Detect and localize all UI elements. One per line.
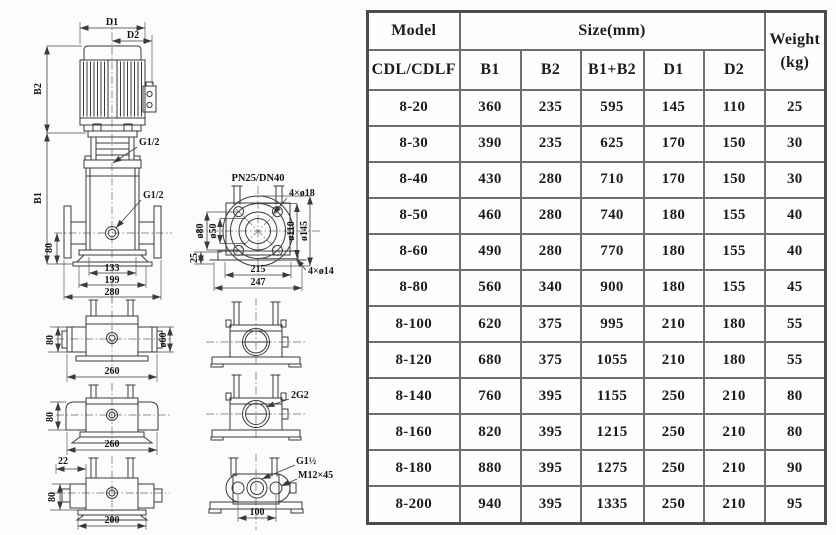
bolt-holes-top-label: 4×ø18 — [289, 188, 315, 199]
table-row — [368, 270, 826, 306]
d1-cell: 250 — [644, 414, 704, 450]
b1-cell: 460 — [460, 198, 521, 234]
model-cell: 8-50 — [368, 198, 460, 234]
dim-d2-label: D2 — [126, 30, 140, 41]
d2-cell: 155 — [704, 270, 765, 306]
view-c-dim-200-label: 200 — [104, 515, 120, 526]
b2-cell: 395 — [521, 486, 581, 523]
header-col-d2: D2 — [704, 50, 765, 90]
header-col-b1: B1 — [460, 50, 521, 90]
table-row — [368, 450, 826, 486]
weight-cell: 90 — [765, 450, 826, 486]
dim-d1-label: D1 — [105, 17, 119, 28]
pump-technical-drawing — [0, 0, 360, 535]
dim-247-label: 247 — [250, 277, 266, 288]
b1-cell: 680 — [460, 342, 521, 378]
b1b2-cell: 995 — [581, 306, 644, 342]
d1-cell: 210 — [644, 306, 704, 342]
b1-cell: 620 — [460, 306, 521, 342]
d1-cell: 250 — [644, 450, 704, 486]
table-row — [368, 126, 826, 162]
dia-80-label: ø80 — [195, 223, 206, 239]
table-row — [368, 162, 826, 198]
view-e-port-label: 2G2 — [291, 390, 309, 401]
model-cell: 8-180 — [368, 450, 460, 486]
table-row — [368, 414, 826, 450]
d1-cell: 145 — [644, 90, 704, 126]
weight-cell: 45 — [765, 270, 826, 306]
b2-cell: 375 — [521, 342, 581, 378]
b1b2-cell: 595 — [581, 90, 644, 126]
b2-cell: 235 — [521, 126, 581, 162]
weight-cell: 55 — [765, 306, 826, 342]
d1-cell: 250 — [644, 378, 704, 414]
b1-cell: 430 — [460, 162, 521, 198]
view-a-dimensions — [45, 327, 174, 382]
header-weight-line2: (kg) — [780, 53, 810, 71]
view-a-dim-260-label: 260 — [104, 366, 120, 377]
b1b2-cell: 1275 — [581, 450, 644, 486]
view-c-dim-80-label: 80 — [47, 492, 58, 502]
flange-view-dimensions — [189, 173, 334, 291]
header-size-group: Size(mm) — [460, 12, 765, 50]
table-row — [368, 306, 826, 342]
view-f-bolt-label: M12×45 — [298, 470, 334, 481]
dim-133-label: 133 — [104, 263, 120, 274]
b1-cell: 490 — [460, 234, 521, 270]
b1b2-cell: 1155 — [581, 378, 644, 414]
dia-50-label: ø50 — [208, 223, 219, 239]
dim-b1-label: B1 — [33, 192, 44, 204]
table-row — [368, 90, 826, 126]
b1b2-cell: 740 — [581, 198, 644, 234]
header-weight-line1: Weight — [769, 30, 821, 48]
model-cell: 8-140 — [368, 378, 460, 414]
d1-cell: 210 — [644, 342, 704, 378]
dim-80-label: 80 — [44, 243, 55, 253]
d1-cell: 180 — [644, 198, 704, 234]
dim-199-label: 199 — [104, 275, 120, 286]
model-cell: 8-60 — [368, 234, 460, 270]
header-col-b2: B2 — [521, 50, 581, 90]
weight-cell: 80 — [765, 414, 826, 450]
view-b-dimensions — [45, 402, 157, 455]
view-b-dim-260-label: 260 — [104, 439, 120, 450]
model-cell: 8-120 — [368, 342, 460, 378]
header-model-sub: CDL/CDLF — [368, 50, 460, 90]
b2-cell: 280 — [521, 198, 581, 234]
header-weight — [765, 12, 826, 90]
pump-drawing-svg — [0, 0, 360, 535]
d2-cell: 180 — [704, 306, 765, 342]
d1-cell: 170 — [644, 162, 704, 198]
dim-215-label: 215 — [250, 264, 266, 275]
table-row — [368, 234, 826, 270]
view-f-thread-label: G1½ — [296, 456, 317, 467]
model-cell: 8-100 — [368, 306, 460, 342]
d2-cell: 110 — [704, 90, 765, 126]
model-cell: 8-200 — [368, 486, 460, 523]
view-f-dim-100-label: 100 — [249, 507, 265, 518]
b2-cell: 375 — [521, 306, 581, 342]
d2-cell: 210 — [704, 450, 765, 486]
model-cell: 8-30 — [368, 126, 460, 162]
weight-cell: 80 — [765, 378, 826, 414]
port-g12-lower-label: G1/2 — [143, 190, 164, 201]
table-row — [368, 378, 826, 414]
b2-cell: 235 — [521, 90, 581, 126]
d1-cell: 180 — [644, 270, 704, 306]
dimension-table-container — [366, 10, 827, 525]
b1b2-cell: 1055 — [581, 342, 644, 378]
center-lines — [53, 18, 320, 530]
d2-cell: 150 — [704, 162, 765, 198]
b1b2-cell: 710 — [581, 162, 644, 198]
dimension-table — [366, 10, 827, 525]
b1b2-cell: 770 — [581, 234, 644, 270]
dia-110-label: ø110 — [286, 221, 297, 241]
b1-cell: 390 — [460, 126, 521, 162]
model-cell: 8-20 — [368, 90, 460, 126]
dim-b2-label: B2 — [33, 83, 44, 95]
model-cell: 8-160 — [368, 414, 460, 450]
bolt-holes-base-label: 4×ø14 — [308, 266, 334, 277]
b1b2-cell: 625 — [581, 126, 644, 162]
d2-cell: 210 — [704, 378, 765, 414]
d2-cell: 210 — [704, 414, 765, 450]
d2-cell: 210 — [704, 486, 765, 523]
weight-cell: 40 — [765, 198, 826, 234]
b2-cell: 340 — [521, 270, 581, 306]
weight-cell: 25 — [765, 90, 826, 126]
b1b2-cell: 1335 — [581, 486, 644, 523]
port-g12-upper-label: G1/2 — [139, 137, 160, 148]
b2-cell: 395 — [521, 378, 581, 414]
dim-25-label: 25 — [189, 253, 200, 263]
header-col-b1b2: B1+B2 — [581, 50, 644, 90]
b1-cell: 940 — [460, 486, 521, 523]
b1-cell: 560 — [460, 270, 521, 306]
b1b2-cell: 900 — [581, 270, 644, 306]
view-a-dia-60-label: ø60 — [158, 332, 169, 348]
model-cell: 8-40 — [368, 162, 460, 198]
d1-cell: 170 — [644, 126, 704, 162]
table-row — [368, 198, 826, 234]
d2-cell: 150 — [704, 126, 765, 162]
header-model: Model — [368, 12, 460, 50]
model-cell: 8-80 — [368, 270, 460, 306]
table-row — [368, 486, 826, 523]
b2-cell: 280 — [521, 234, 581, 270]
table-row — [368, 342, 826, 378]
flange-spec-label: PN25/DN40 — [231, 173, 285, 184]
b1-cell: 760 — [460, 378, 521, 414]
header-col-d1: D1 — [644, 50, 704, 90]
b1-cell: 820 — [460, 414, 521, 450]
weight-cell: 55 — [765, 342, 826, 378]
b1-cell: 880 — [460, 450, 521, 486]
d1-cell: 250 — [644, 486, 704, 523]
weight-cell: 30 — [765, 126, 826, 162]
view-b-dim-80-label: 80 — [45, 412, 56, 422]
dim-280-label: 280 — [104, 287, 120, 298]
d2-cell: 180 — [704, 342, 765, 378]
view-f-dimensions — [238, 456, 333, 522]
b1b2-cell: 1215 — [581, 414, 644, 450]
weight-cell: 40 — [765, 234, 826, 270]
d2-cell: 155 — [704, 234, 765, 270]
view-a-dim-80-label: 80 — [45, 335, 56, 345]
b2-cell: 395 — [521, 450, 581, 486]
dia-145-label: ø145 — [299, 221, 310, 241]
d2-cell: 155 — [704, 198, 765, 234]
weight-cell: 95 — [765, 486, 826, 523]
weight-cell: 30 — [765, 162, 826, 198]
b2-cell: 280 — [521, 162, 581, 198]
view-c-dim-22-label: 22 — [58, 456, 68, 467]
b2-cell: 395 — [521, 414, 581, 450]
b1-cell: 360 — [460, 90, 521, 126]
d1-cell: 180 — [644, 234, 704, 270]
